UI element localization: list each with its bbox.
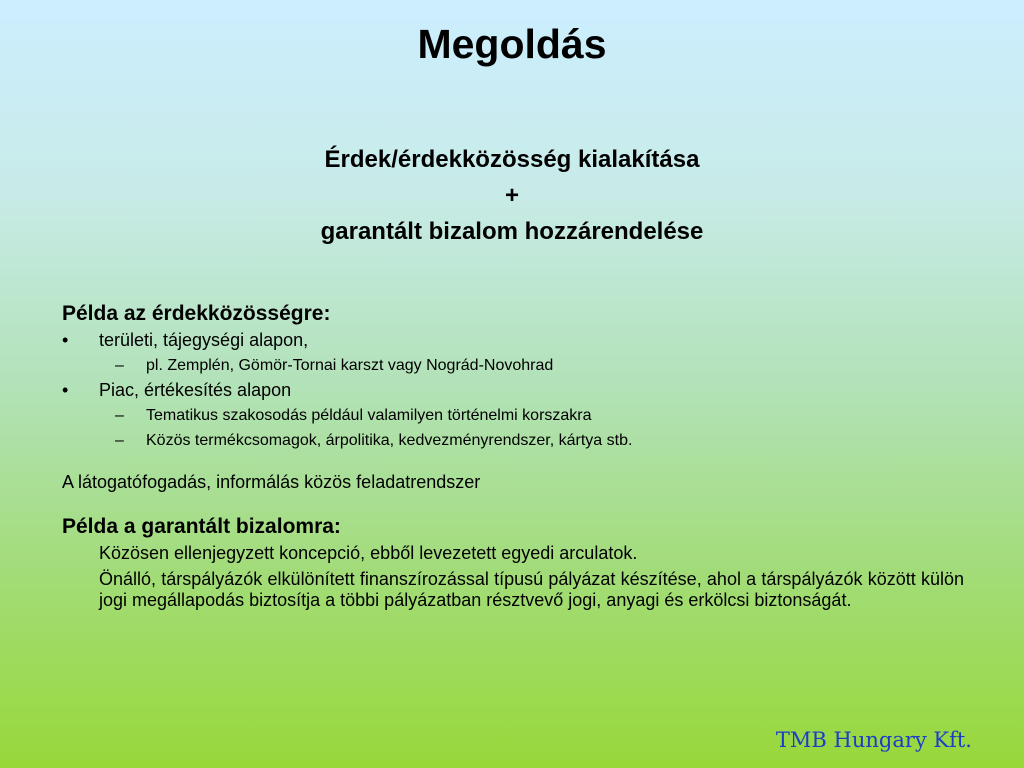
dash-mark: – xyxy=(115,357,124,374)
trust-paragraph-1: Közösen ellenjegyzett koncepció, ebből levezetett egyedi arculatok. xyxy=(99,543,638,563)
sub-item-text: Tematikus szakosodás például valamilyen történelmi korszakra xyxy=(146,407,592,424)
sub-item xyxy=(62,403,964,428)
footer-company-name: TMB Hungary Kft. xyxy=(775,728,972,752)
slide-subtitle xyxy=(0,142,1024,250)
bullet-mark: • xyxy=(62,330,69,350)
dash-mark: – xyxy=(115,432,124,449)
section-heading-interest: Példa az érdekközösségre: xyxy=(62,302,331,325)
subtitle-line-1: Érdek/érdekközösség kialakítása xyxy=(324,146,700,173)
sub-item-text: pl. Zemplén, Gömör-Tornai karszt vagy Nográd-Novohrad xyxy=(146,357,554,374)
bullet-text: területi, tájegységi alapon, xyxy=(99,330,309,350)
bullet-item xyxy=(62,328,964,353)
visitor-reception-paragraph: A látogatófogadás, informálás közös feladatrendszer xyxy=(62,472,481,492)
slide-title: Megoldás xyxy=(417,21,607,67)
sub-item-text: Közös termékcsomagok, árpolitika, kedvezményrendszer, kártya stb. xyxy=(146,432,633,449)
subtitle-plus: + xyxy=(504,182,519,209)
dash-mark: – xyxy=(115,407,124,424)
section-heading-trust: Példa a garantált bizalomra: xyxy=(62,515,341,538)
trust-paragraph-2: Önálló, társpályázók elkülönített finanszírozással típusú pályázat készítése, ahol a társpályázók között külön jogi megállapodás biztosítja a többi pályázatban résztvevő jogi, anyagi és erkölcsi biztonságát. xyxy=(99,569,964,610)
slide-body xyxy=(62,300,964,611)
sub-item xyxy=(62,428,964,453)
bullet-mark: • xyxy=(62,380,69,400)
sub-item xyxy=(62,353,964,378)
subtitle-line-3: garantált bizalom hozzárendelése xyxy=(320,218,704,245)
bullet-text: Piac, értékesítés alapon xyxy=(99,380,292,400)
bullet-item xyxy=(62,378,964,403)
